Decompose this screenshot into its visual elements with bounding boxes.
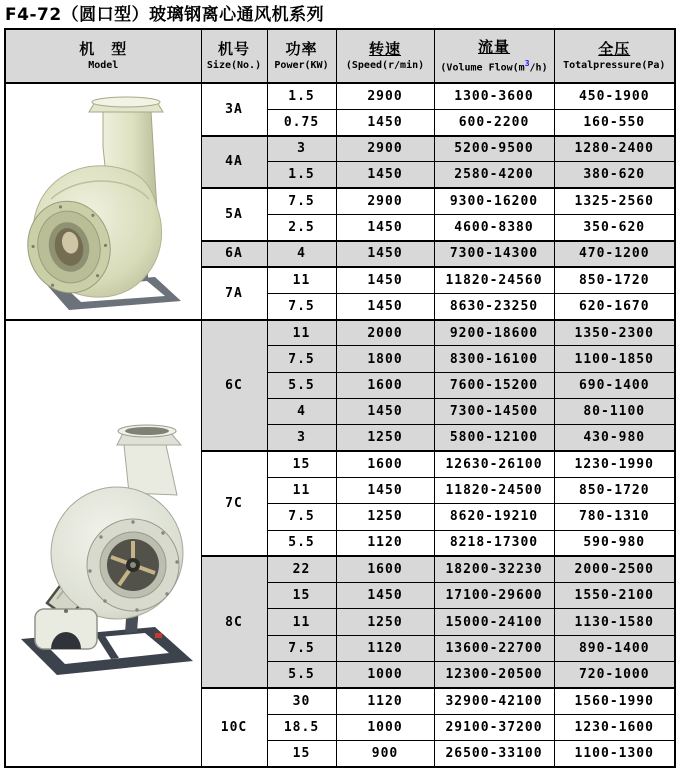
size-cell: 8C — [201, 556, 267, 687]
pressure-cell: 160-550 — [554, 109, 675, 135]
flow-cell: 13600-22700 — [434, 635, 554, 661]
size-cell: 7C — [201, 451, 267, 556]
header-flow-zh: 流量 — [477, 37, 510, 56]
power-cell: 7.5 — [267, 504, 336, 530]
flow-cell: 5800-12100 — [434, 425, 554, 451]
speed-cell: 2900 — [336, 83, 434, 109]
power-cell: 3 — [267, 425, 336, 451]
col-header-size — [201, 29, 267, 83]
flow-cell: 12300-20500 — [434, 662, 554, 688]
header-size-en: Size(No.) — [206, 60, 262, 71]
speed-cell: 2900 — [336, 188, 434, 214]
size-cell: 3A — [201, 83, 267, 136]
header-speed-en: (Speed(r/min) — [345, 60, 425, 71]
power-cell: 4 — [267, 241, 336, 267]
flow-cell: 7600-15200 — [434, 372, 554, 398]
fan-photo-bottom-cell — [5, 320, 201, 767]
flow-cell: 18200-32230 — [434, 556, 554, 582]
pressure-cell: 1280-2400 — [554, 136, 675, 162]
power-cell: 11 — [267, 320, 336, 346]
flow-cell: 17100-29600 — [434, 583, 554, 609]
power-cell: 4 — [267, 399, 336, 425]
speed-cell: 1600 — [336, 372, 434, 398]
power-cell: 7.5 — [267, 635, 336, 661]
pressure-cell: 1560-1990 — [554, 688, 675, 714]
pressure-cell: 1550-2100 — [554, 583, 675, 609]
speed-cell: 1450 — [336, 162, 434, 188]
flow-cell: 29100-37200 — [434, 714, 554, 740]
speed-cell: 1120 — [336, 635, 434, 661]
size-cell: 7A — [201, 267, 267, 320]
speed-cell: 1450 — [336, 267, 434, 293]
speed-cell: 1250 — [336, 609, 434, 635]
speed-cell: 1450 — [336, 214, 434, 240]
speed-cell: 1800 — [336, 346, 434, 372]
power-cell: 5.5 — [267, 530, 336, 556]
speed-cell: 2000 — [336, 320, 434, 346]
pressure-cell: 780-1310 — [554, 504, 675, 530]
header-power-zh: 功率 — [285, 40, 318, 58]
speed-cell: 1120 — [336, 530, 434, 556]
pressure-cell: 720-1000 — [554, 662, 675, 688]
col-header-pressure — [554, 29, 675, 83]
centrifugal-fan-photo-belt-drive — [7, 381, 199, 677]
power-cell: 7.5 — [267, 293, 336, 319]
power-cell: 15 — [267, 740, 336, 767]
power-cell: 15 — [267, 583, 336, 609]
pressure-cell: 1130-1580 — [554, 609, 675, 635]
size-cell: 5A — [201, 188, 267, 241]
power-cell: 3 — [267, 136, 336, 162]
power-cell: 0.75 — [267, 109, 336, 135]
flow-cell: 26500-33100 — [434, 740, 554, 767]
power-cell: 1.5 — [267, 83, 336, 109]
pressure-cell: 2000-2500 — [554, 556, 675, 582]
page-title: F4-72（圆口型）玻璃钢离心通风机系列 — [5, 5, 325, 25]
col-header-power — [267, 29, 336, 83]
speed-cell: 1250 — [336, 504, 434, 530]
header-row — [5, 29, 675, 83]
flow-cell: 4600-8380 — [434, 214, 554, 240]
power-cell: 1.5 — [267, 162, 336, 188]
pressure-cell: 850-1720 — [554, 477, 675, 503]
flow-cell: 1300-3600 — [434, 83, 554, 109]
power-cell: 11 — [267, 609, 336, 635]
flow-cell: 7300-14500 — [434, 399, 554, 425]
col-header-model — [5, 29, 201, 83]
size-cell: 10C — [201, 688, 267, 767]
spec-row — [5, 320, 675, 346]
flow-cell: 8300-16100 — [434, 346, 554, 372]
col-header-flow — [434, 29, 554, 83]
flow-cell: 12630-26100 — [434, 451, 554, 477]
header-model-zh: 机 型 — [79, 40, 128, 58]
pressure-cell: 450-1900 — [554, 83, 675, 109]
speed-cell: 2900 — [336, 136, 434, 162]
pressure-cell: 1100-1850 — [554, 346, 675, 372]
fan-photo-top-cell — [5, 83, 201, 320]
power-cell: 30 — [267, 688, 336, 714]
flow-cell: 32900-42100 — [434, 688, 554, 714]
speed-cell: 1450 — [336, 241, 434, 267]
speed-cell: 1600 — [336, 556, 434, 582]
header-flow-en: (Volume $Flow(m^3/h)$ — [440, 58, 548, 74]
pressure-cell: 430-980 — [554, 425, 675, 451]
pressure-cell: 890-1400 — [554, 635, 675, 661]
header-pressure-zh: 全压 — [598, 40, 631, 58]
pressure-cell: 1325-2560 — [554, 188, 675, 214]
pressure-cell: 850-1720 — [554, 267, 675, 293]
size-cell: 6C — [201, 320, 267, 451]
cubic-meter-superscript: 3 — [524, 58, 530, 68]
power-cell: 7.5 — [267, 346, 336, 372]
flow-cell: 8218-17300 — [434, 530, 554, 556]
flow-cell: 8620-19210 — [434, 504, 554, 530]
centrifugal-fan-photo-direct-drive — [7, 89, 199, 313]
flow-cell: 8630-23250 — [434, 293, 554, 319]
flow-cell: 9300-16200 — [434, 188, 554, 214]
speed-cell: 1000 — [336, 714, 434, 740]
pressure-cell: 1350-2300 — [554, 320, 675, 346]
power-cell: 15 — [267, 451, 336, 477]
power-cell: 22 — [267, 556, 336, 582]
power-cell: 18.5 — [267, 714, 336, 740]
header-pressure-en: Totalpressure(Pa) — [563, 60, 666, 71]
size-cell: 6A — [201, 241, 267, 267]
pressure-cell: 1230-1600 — [554, 714, 675, 740]
flow-cell: 7300-14300 — [434, 241, 554, 267]
pressure-cell: 1100-1300 — [554, 740, 675, 767]
header-size-zh: 机号 — [217, 40, 250, 58]
spec-row — [5, 83, 675, 109]
pressure-cell: 470-1200 — [554, 241, 675, 267]
speed-cell: 1250 — [336, 425, 434, 451]
pressure-cell: 350-620 — [554, 214, 675, 240]
speed-cell: 1450 — [336, 583, 434, 609]
fan-spec-table — [4, 28, 676, 768]
speed-cell: 1000 — [336, 662, 434, 688]
power-cell: 2.5 — [267, 214, 336, 240]
pressure-cell: 80-1100 — [554, 399, 675, 425]
speed-cell: 1450 — [336, 109, 434, 135]
power-cell: 5.5 — [267, 372, 336, 398]
col-header-speed — [336, 29, 434, 83]
speed-cell: 1600 — [336, 451, 434, 477]
flow-cell: 11820-24500 — [434, 477, 554, 503]
power-cell: 11 — [267, 267, 336, 293]
flow-cell: 11820-24560 — [434, 267, 554, 293]
power-cell: 7.5 — [267, 188, 336, 214]
flow-cell: 5200-9500 — [434, 136, 554, 162]
header-power-en: Power(KW) — [274, 60, 329, 71]
pressure-cell: 380-620 — [554, 162, 675, 188]
spec-table-body — [5, 83, 675, 767]
size-cell: 4A — [201, 136, 267, 189]
flow-cell: 600-2200 — [434, 109, 554, 135]
speed-cell: 1450 — [336, 477, 434, 503]
pressure-cell: 620-1670 — [554, 293, 675, 319]
power-cell: 11 — [267, 477, 336, 503]
header-model-en: Model — [88, 60, 119, 71]
pressure-cell: 1230-1990 — [554, 451, 675, 477]
flow-cell: 9200-18600 — [434, 320, 554, 346]
flow-cell: 2580-4200 — [434, 162, 554, 188]
pressure-cell: 690-1400 — [554, 372, 675, 398]
speed-cell: 900 — [336, 740, 434, 767]
flow-cell: 15000-24100 — [434, 609, 554, 635]
header-speed-zh: 转速 — [368, 40, 401, 58]
speed-cell: 1450 — [336, 399, 434, 425]
speed-cell: 1120 — [336, 688, 434, 714]
pressure-cell: 590-980 — [554, 530, 675, 556]
power-cell: 5.5 — [267, 662, 336, 688]
speed-cell: 1450 — [336, 293, 434, 319]
